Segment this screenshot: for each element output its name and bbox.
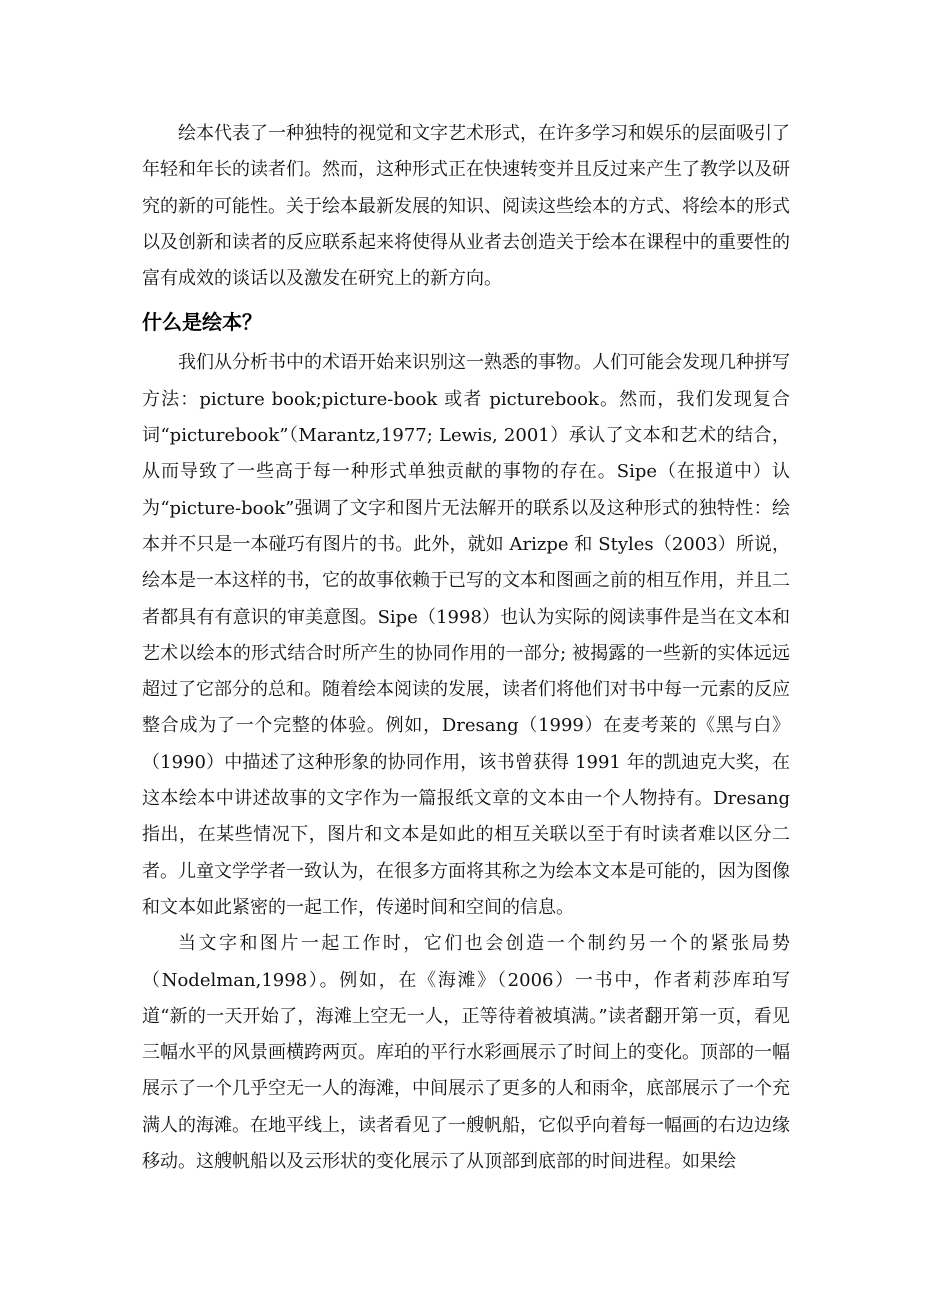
section-heading: 什么是绘本？: [142, 310, 262, 335]
document-page: [142, 116, 790, 1180]
intro-paragraph: 绘本代表了一种独特的视觉和文字艺术形式，在许多学习和娱乐的层面吸引了年轻和年长的读者们。然而，这种形式正在快速转变并且反过来产生了教学以及研究的新的可能性。关于绘本最新发展的知识、阅读这些绘本的方式、将绘本的形式以及创新和读者的反应联系起来将使得从业者去创造关于绘本在课程中的重要性的富有成效的谈话以及激发在研究上的新方向。: [142, 123, 790, 290]
body-paragraph: 我们从分析书中的术语开始来识别这一熟悉的事物。人们可能会发现几种拼写方法：picture book;picture-book 或者 picturebook。然而，我们发现复合词“picturebook”（Marantz,1977; Lewis, 2001）承认了文本和艺术的结合，从而导致了一些高于每一种形式单独贡献的事物的存在。Sipe（在报道中）认为“picture-book”强调了文字和图片无法解开的联系以及这种形式的独特性：绘本并不只是一本碰巧有图片的书。此外，就如 Arizpe 和 Styles（2003）所说，绘本是一本这样的书，它的故事依赖于已写的文本和图画之前的相互作用，并且二者都具有有意识的审美意图。Sipe（1998）也认为实际的阅读事件是当在文本和艺术以绘本的形式结合时所产生的协同作用的一部分; 被揭露的一些新的实体远远超过了它部分的总和。随着绘本阅读的发展，读者们将他们对书中每一元素的反应整合成为了一个完整的体验。例如，Dresang（1999）在麦考莱的《黑与白》（1990）中描述了这种形象的协同作用，该书曾获得 1991 年的凯迪克大奖，在这本绘本中讲述故事的文字作为一篇报纸文章的文本由一个人物持有。Dresang 指出，在某些情况下，图片和文本是如此的相互关联以至于有时读者难以区分二者。儿童文学学者一致认为，在很多方面将其称之为绘本文本是可能的，因为图像和文本如此紧密的一起工作，传递时间和空间的信息。: [142, 352, 790, 918]
body-paragraph: 当文字和图片一起工作时，它们也会创造一个制约另一个的紧张局势（Nodelman,1998）。例如，在《海滩》（2006）一书中，作者莉莎库珀写道“新的一天开始了，海滩上空无一人，正等待着被填满。”读者翻开第一页，看见三幅水平的风景画横跨两页。库珀的平行水彩画展示了时间上的变化。顶部的一幅展示了一个几乎空无一人的海滩，中间展示了更多的人和雨伞，底部展示了一个充满人的海滩。在地平线上，读者看见了一艘帆船，它似乎向着每一幅画的右边边缘移动。这艘帆船以及云形状的变化展示了从顶部到底部的时间进程。如果绘: [142, 933, 790, 1173]
